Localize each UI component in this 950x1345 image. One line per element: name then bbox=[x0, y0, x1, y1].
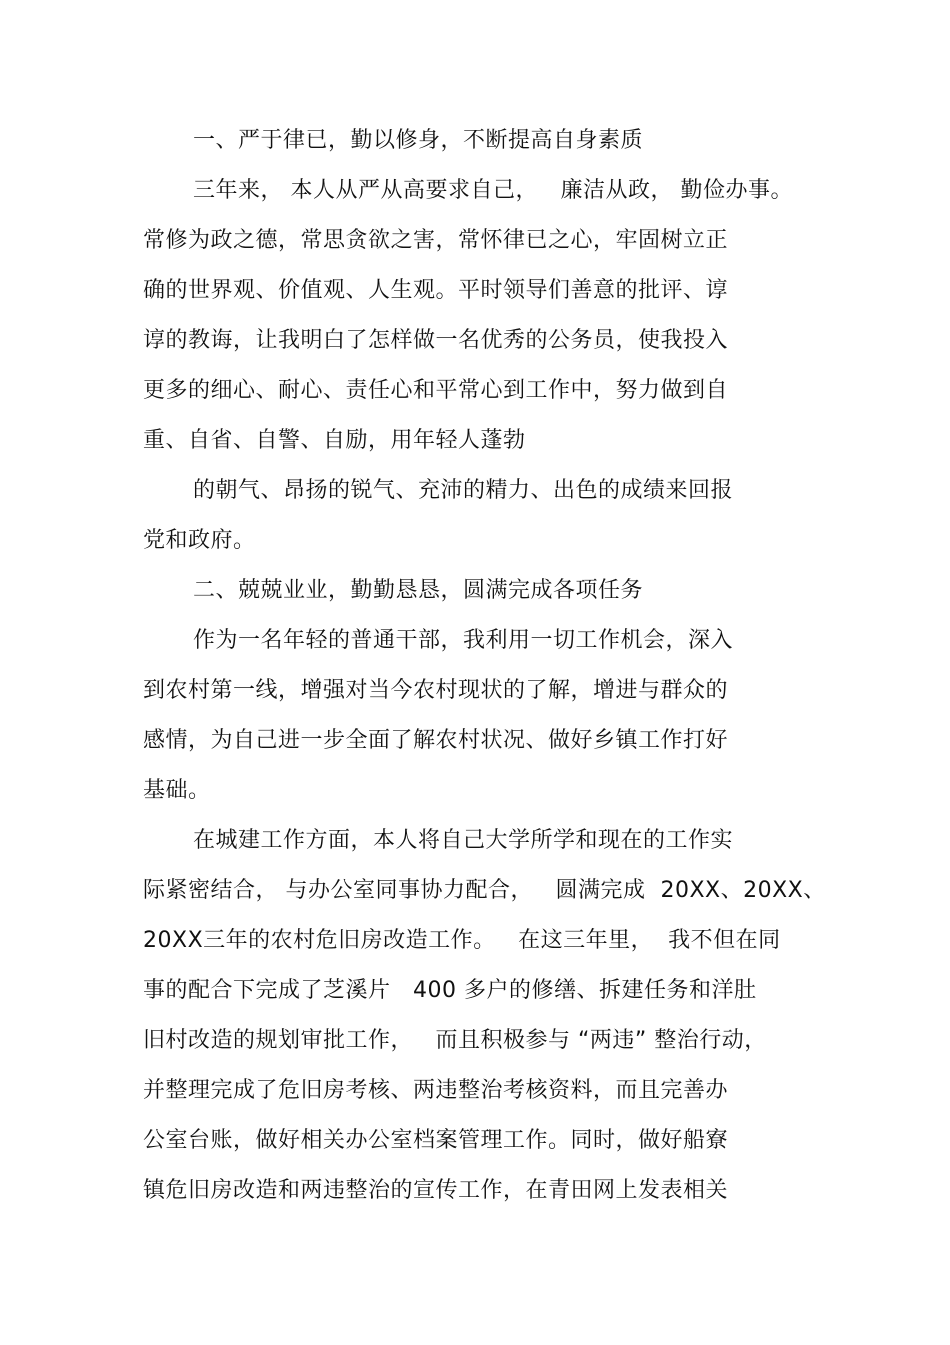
paragraph-line: 谆的教诲，让我明白了怎样做一名优秀的公务员，使我投入 bbox=[143, 328, 729, 353]
paragraph-line: 到农村第一线，增强对当今农村现状的了解，增进与群众的 bbox=[143, 678, 729, 703]
paragraph-line: 镇危旧房改造和两违整治的宣传工作，在青田网上发表相关 bbox=[143, 1178, 729, 1203]
paragraph-line: 作为一名年轻的普通干部，我利用一切工作机会，深入 bbox=[193, 628, 734, 653]
paragraph-line: 并整理完成了危旧房考核、两违整治考核资料，而且完善办 bbox=[143, 1078, 729, 1103]
paragraph-line: 在城建工作方面，本人将自己大学所学和现在的工作实 bbox=[193, 828, 734, 853]
paragraph-line: 重、自省、自警、自励，用年轻人蓬勃 bbox=[143, 428, 526, 453]
paragraph-line: 公室台账，做好相关办公室档案管理工作。同时，做好船寮 bbox=[143, 1128, 729, 1153]
paragraph-line: 事的配合下完成了芝溪片 400 多户的修缮、拆建任务和洋肚 bbox=[143, 978, 757, 1003]
section-heading-1: 一、严于律已，勤以修身，不断提高自身素质 bbox=[193, 128, 644, 153]
paragraph-line: 的朝气、昂扬的锐气、充沛的精力、出色的成绩来回报 bbox=[193, 478, 734, 503]
paragraph-line: 际紧密结合， 与办公室同事协力配合， 圆满完成 20XX、20XX、 bbox=[143, 878, 826, 903]
paragraph-line: 基础。 bbox=[143, 778, 211, 803]
paragraph-line: 更多的细心、耐心、责任心和平常心到工作中，努力做到自 bbox=[143, 378, 729, 403]
paragraph-line: 感情，为自己进一步全面了解农村状况、做好乡镇工作打好 bbox=[143, 728, 729, 753]
paragraph-line: 党和政府。 bbox=[143, 528, 256, 553]
paragraph-line: 旧村改造的规划审批工作， 而且积极参与 “两违” 整治行动， bbox=[143, 1028, 767, 1053]
paragraph-line: 确的世界观、价值观、人生观。平时领导们善意的批评、谆 bbox=[143, 278, 729, 303]
paragraph-line: 三年来， 本人从严从高要求自己， 廉洁从政， 勤俭办事。 bbox=[193, 178, 793, 203]
paragraph-line: 20XX三年的农村危旧房改造工作。 在这三年里， 我不但在同 bbox=[143, 928, 781, 953]
section-heading-2: 二、兢兢业业，勤勤恳恳，圆满完成各项任务 bbox=[193, 578, 644, 603]
paragraph-line: 常修为政之德，常思贪欲之害，常怀律已之心，牢固树立正 bbox=[143, 228, 729, 253]
